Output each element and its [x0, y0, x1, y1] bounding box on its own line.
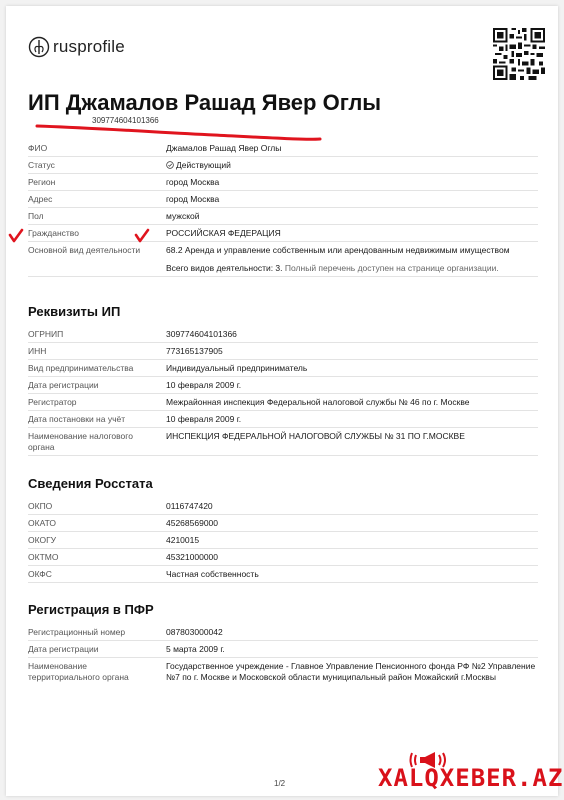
title-ogrnip-number: 309774604101366 [92, 116, 159, 125]
row-value: 10 февраля 2009 г. [166, 380, 242, 390]
section-title-rekvizity: Реквизиты ИП [28, 304, 121, 319]
row-value-status [166, 160, 538, 171]
row-value: город Москва [166, 194, 220, 204]
row-label: Дата регистрации [28, 644, 99, 654]
logo-text: rusprofile [53, 37, 125, 56]
rekvizity-row-inn [28, 343, 538, 360]
row-value: 309774604101366 [166, 329, 237, 339]
activity-note-link-text: Полный перечень доступен на странице организации. [284, 263, 499, 273]
page-number: 1/2 [274, 779, 286, 788]
row-value: 5 марта 2009 г. [166, 644, 225, 654]
info-row-citizenship [28, 225, 538, 242]
activity-count: Всего видов деятельности: 3. [166, 263, 283, 273]
row-label: Регистратор [28, 397, 77, 407]
rekvizity-row-reg-date [28, 377, 538, 394]
document-page [6, 6, 564, 796]
rosstat-table [28, 498, 538, 583]
pfr-row-reg-date [28, 641, 538, 658]
pfr-row-authority [28, 658, 538, 685]
info-row-main-activity [28, 242, 538, 258]
row-label: Наименование территориального органа [28, 661, 129, 682]
rusprofile-logo [28, 36, 125, 58]
rusprofile-logo-icon [28, 36, 50, 58]
row-value: Частная собственность [166, 569, 259, 579]
info-row-address [28, 191, 538, 208]
activity-note [166, 263, 538, 274]
main-info-table [28, 140, 538, 277]
rosstat-row-okfs [28, 566, 538, 583]
rekvizity-row-tax-authority [28, 428, 538, 456]
rosstat-row-okpo [28, 498, 538, 515]
rosstat-row-okato [28, 515, 538, 532]
row-label: Статус [28, 160, 55, 170]
row-label: Вид предпринимательства [28, 363, 134, 373]
qr-code-icon [493, 28, 545, 80]
row-value: 4210015 [166, 535, 200, 545]
row-value: 68.2 Аренда и управление собственным или арендованным недвижимым имуществом [166, 245, 510, 255]
info-row-region [28, 174, 538, 191]
row-label: ОКПО [28, 501, 53, 511]
section-title-pfr: Регистрация в ПФР [28, 602, 154, 617]
row-label: ОКТМО [28, 552, 59, 562]
red-checkmark-icon [134, 228, 150, 244]
row-value: 773165137905 [166, 346, 223, 356]
pfr-table [28, 624, 538, 685]
info-row-activity-note [28, 258, 538, 277]
row-label: ОКАТО [28, 518, 56, 528]
row-value: 45268569000 [166, 518, 219, 528]
row-label: Адрес [28, 194, 53, 204]
row-value: Государственное учреждение - Главное Управление Пенсионного фонда РФ №2 Управление №7 по г. Москве и Московской области муниципальный район Можайский г.Москвы [166, 661, 536, 682]
section-title-rosstat: Сведения Росстата [28, 476, 153, 491]
row-value: 10 февраля 2009 г. [166, 414, 242, 424]
info-row-status [28, 157, 538, 174]
row-value: Межрайонная инспекция Федеральной налоговой службы № 46 по г. Москве [166, 397, 470, 407]
row-label: Регистрационный номер [28, 627, 126, 637]
row-value: Джамалов Рашад Явер Оглы [166, 143, 282, 153]
row-label: ОКФС [28, 569, 52, 579]
rekvizity-table [28, 326, 538, 456]
row-label: Пол [28, 211, 44, 221]
row-value: мужской [166, 211, 200, 221]
row-value: город Москва [166, 177, 220, 187]
rekvizity-row-ogrnip [28, 326, 538, 343]
row-label: Дата регистрации [28, 380, 99, 390]
row-label: Дата постановки на учёт [28, 414, 126, 424]
rekvizity-row-registrar [28, 394, 538, 411]
row-label: Регион [28, 177, 56, 187]
row-value: РОССИЙСКАЯ ФЕДЕРАЦИЯ [166, 228, 281, 238]
pfr-row-reg-number [28, 624, 538, 641]
watermark-logo [378, 750, 564, 796]
rosstat-row-oktmo [28, 549, 538, 566]
info-row-fio [28, 140, 538, 157]
row-label: ИНН [28, 346, 47, 356]
page-title: ИП Джамалов Рашад Явер Оглы [28, 90, 382, 115]
row-value: 087803000042 [166, 627, 223, 637]
row-label: Гражданство [28, 228, 79, 238]
red-checkmark-icon [8, 228, 24, 244]
row-value: 45321000000 [166, 552, 219, 562]
row-value: Индивидуальный предприниматель [166, 363, 308, 373]
status-text: Действующий [176, 160, 231, 170]
row-label: ОКОГУ [28, 535, 57, 545]
row-value: ИНСПЕКЦИЯ ФЕДЕРАЛЬНОЙ НАЛОГОВОЙ СЛУЖБЫ № 31 ПО Г.МОСКВЕ [166, 431, 465, 441]
row-label: Наименование налогового органа [28, 431, 133, 452]
row-label: Основной вид деятельности [28, 245, 141, 255]
row-value: 0116747420 [166, 501, 213, 511]
active-check-icon [166, 161, 174, 169]
row-label: ОГРНИП [28, 329, 64, 339]
watermark-text: XALQXEBER.AZ [378, 764, 564, 792]
rekvizity-row-type [28, 360, 538, 377]
rosstat-row-okogu [28, 532, 538, 549]
rekvizity-row-tax-date [28, 411, 538, 428]
row-label: ФИО [28, 143, 48, 153]
info-row-gender [28, 208, 538, 225]
